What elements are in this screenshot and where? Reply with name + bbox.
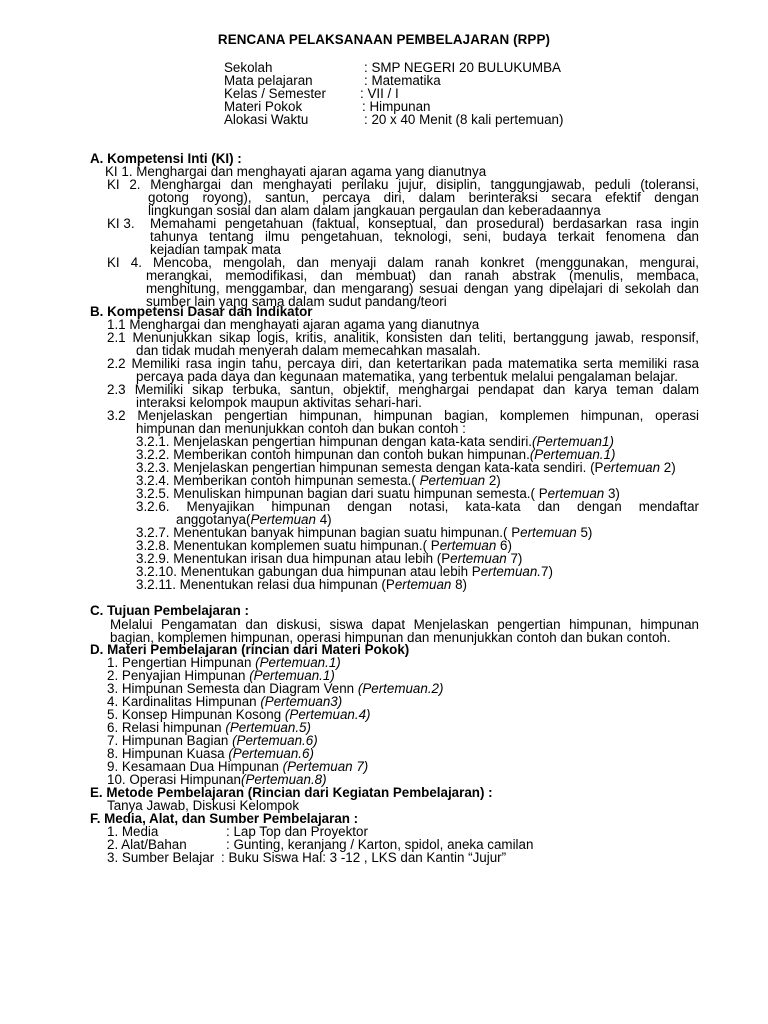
identity-value: : VII / I (360, 86, 399, 101)
identity-label: Sekolah (224, 60, 273, 75)
kd-2-1-line: 2.1 Menunjukkan sikap logis, kritis, analitik, konsisten dan teliti, bertanggung jawab, responsif, (107, 330, 699, 345)
media-value: : Lap Top dan Proyektor (226, 824, 368, 839)
ki4-line: merangkai, memodifikasi, dan membuat) dan ranah abstrak (menulis, membaca, (146, 268, 699, 283)
material-item: 10. Operasi Himpunan(Pertemuan.8) (107, 772, 327, 787)
ki4-line: sumber lain yang sama dalam sudut pandang/teori (146, 294, 447, 309)
indicator-item: 3.2.11. Menentukan relasi dua himpunan (Pertemuan 8) (136, 577, 468, 592)
tools-value: : Gunting, keranjang / Karton, spidol, aneka camilan (226, 837, 534, 852)
indicator-item: 3.2.1. Menjelaskan pengertian himpunan dengan kata-kata sendiri.(Pertemuan1) (136, 434, 614, 449)
section-e-heading: E. Metode Pembelajaran (Rincian dari Kegiatan Pembelajaran) : (90, 785, 493, 800)
ki4-line: menghitung, menggambar, dan mengarang) sesuai dengan yang dipelajari di sekolah dan (146, 281, 699, 296)
kd-2-1-line: dan tidak mudah menyerah dalam memecahkan masalah. (136, 343, 481, 358)
kd-2-3-line: 2.3 Memiliki sikap terbuka, santun, objektif, menghargai pendapat dan karya teman dalam (107, 382, 699, 397)
ki3-line: kejadian tampak mata (150, 242, 282, 257)
kd-3-2-line: 3.2 Menjelaskan pengertian himpunan, himpunan bagian, komplemen himpunan, operasi (107, 408, 699, 423)
ki3-line: Memahami pengetahuan (faktual, konseptual, dan prosedural) berdasarkan rasa ingin (150, 216, 699, 231)
kd-1-1: 1.1 Menghargai dan menghayati ajaran agama yang dianutnya (107, 317, 480, 332)
identity-label: Alokasi Waktu (224, 112, 309, 127)
identity-label: Mata pelajaran (224, 73, 313, 88)
media-label: 1. Media (107, 824, 159, 839)
section-d-heading: D. Materi Pembelajaran (rincian dari Materi Pokok) (90, 642, 410, 657)
material-item: 8. Himpunan Kuasa (Pertemuan.6) (107, 746, 314, 761)
kd-3-2-line: himpunan dan menunjukkan contoh dan bukan contoh : (136, 421, 466, 436)
method-text: Tanya Jawab, Diskusi Kelompok (107, 798, 300, 813)
material-item: 3. Himpunan Semesta dan Diagram Venn (Pertemuan.2) (107, 681, 444, 696)
ki3-label: KI 3. (107, 216, 135, 231)
indicator-item-cont: anggotanya(Pertemuan 4) (176, 512, 332, 527)
material-item: 7. Himpunan Bagian (Pertemuan.6) (107, 733, 318, 748)
indicator-item: 3.2.3. Menjelaskan pengertian himpunan semesta dengan kata-kata sendiri. (Pertemuan 2) (136, 460, 676, 475)
identity-value: : Matematika (364, 73, 441, 88)
indicator-item: 3.2.10. Menentukan gabungan dua himpunan atau lebih Pertemuan.7) (136, 564, 553, 579)
ki2-line: KI 2. Menghargai dan menghayati perilaku jujur, disiplin, tanggungjawab, peduli (toleransi, (107, 177, 699, 192)
indicator-item: 3.2.9. Menentukan irisan dua himpunan atau lebih (Pertemuan 7) (136, 551, 523, 566)
indicator-item: 3.2.4. Memberikan contoh himpunan semesta.( Pertemuan 2) (136, 473, 501, 488)
material-item: 2. Penyajian Himpunan (Pertemuan.1) (107, 668, 335, 683)
section-a-heading: A. Kompetensi Inti (KI) : (90, 151, 242, 166)
material-item: 5. Konsep Himpunan Kosong (Pertemuan.4) (107, 707, 371, 722)
material-item: 1. Pengertian Himpunan (Pertemuan.1) (107, 655, 341, 670)
source-label: 3. Sumber Belajar (107, 850, 215, 865)
indicator-item: 3.2.7. Menentukan banyak himpunan bagian suatu himpunan.( Pertemuan 5) (136, 525, 593, 540)
identity-label: Kelas / Semester (224, 86, 326, 101)
material-item: 4. Kardinalitas Himpunan (Pertemuan3) (107, 694, 343, 709)
source-value: : Buku Siswa Hal: 3 -12 , LKS dan Kantin “Jujur” (221, 850, 507, 865)
indicator-item: 3.2.8. Menentukan komplemen suatu himpunan.( Pertemuan 6) (136, 538, 512, 553)
section-b-heading: B. Kompetensi Dasar dan Indikator (90, 304, 313, 319)
identity-value: : SMP NEGERI 20 BULUKUMBA (364, 60, 561, 75)
identity-value: : 20 x 40 Menit (8 kali pertemuan) (364, 112, 564, 127)
indicator-item: 3.2.2. Memberikan contoh himpunan dan contoh bukan himpunan.(Pertemuan.1) (136, 447, 616, 462)
document-title: RENCANA PELAKSANAAN PEMBELAJARAN (RPP) (217, 32, 551, 47)
identity-value: : Himpunan (362, 99, 431, 114)
kd-2-3-line: interaksi kelompok maupun aktivitas sehari-hari. (136, 395, 422, 410)
material-item: 9. Kesamaan Dua Himpunan (Pertemuan 7) (107, 759, 369, 774)
ki3-line: tahunya tentang ilmu pengetahuan, teknologi, seni, budaya terkait fenomena dan (150, 229, 699, 244)
tools-label: 2. Alat/Bahan (107, 837, 187, 852)
objective-line: bagian, komplemen himpunan, operasi himpunan dan menunjukkan contoh dan bukan contoh. (110, 630, 671, 645)
ki1-text: KI 1. Menghargai dan menghayati ajaran agama yang dianutnya (105, 164, 487, 179)
indicator-item: 3.2.6. Menyajikan himpunan dengan notasi, kata-kata dan dengan mendaftar (136, 499, 699, 514)
kd-2-2-line: percaya pada daya dan kegunaan matematika, yang terbentuk melalui pengalaman belajar. (136, 369, 678, 384)
ki2-line: lingkungan sosial dan alam dalam jangkauan pergaulan dan keberadaannya (148, 203, 601, 218)
ki4-line: KI 4. Mencoba, mengolah, dan menyaji dalam ranah konkret (menggunakan, mengurai, (107, 255, 699, 270)
section-c-heading: C. Tujuan Pembelajaran : (90, 603, 249, 618)
ki2-line: gotong royong), santun, percaya diri, dalam berinteraksi secara efektif dengan (148, 190, 699, 205)
section-f-heading: F. Media, Alat, dan Sumber Pembelajaran : (90, 811, 359, 826)
kd-2-2-line: 2.2 Memiliki rasa ingin tahu, percaya diri, dan ketertarikan pada matematika serta memiliki rasa (107, 356, 699, 371)
identity-label: Materi Pokok (224, 99, 303, 114)
objective-line: Melalui Pengamatan dan diskusi, siswa dapat Menjelaskan pengertian himpunan, himpunan (110, 617, 699, 632)
indicator-item: 3.2.5. Menuliskan himpunan bagian dari suatu himpunan semesta.( Pertemuan 3) (136, 486, 620, 501)
material-item: 6. Relasi himpunan (Pertemuan.5) (107, 720, 311, 735)
